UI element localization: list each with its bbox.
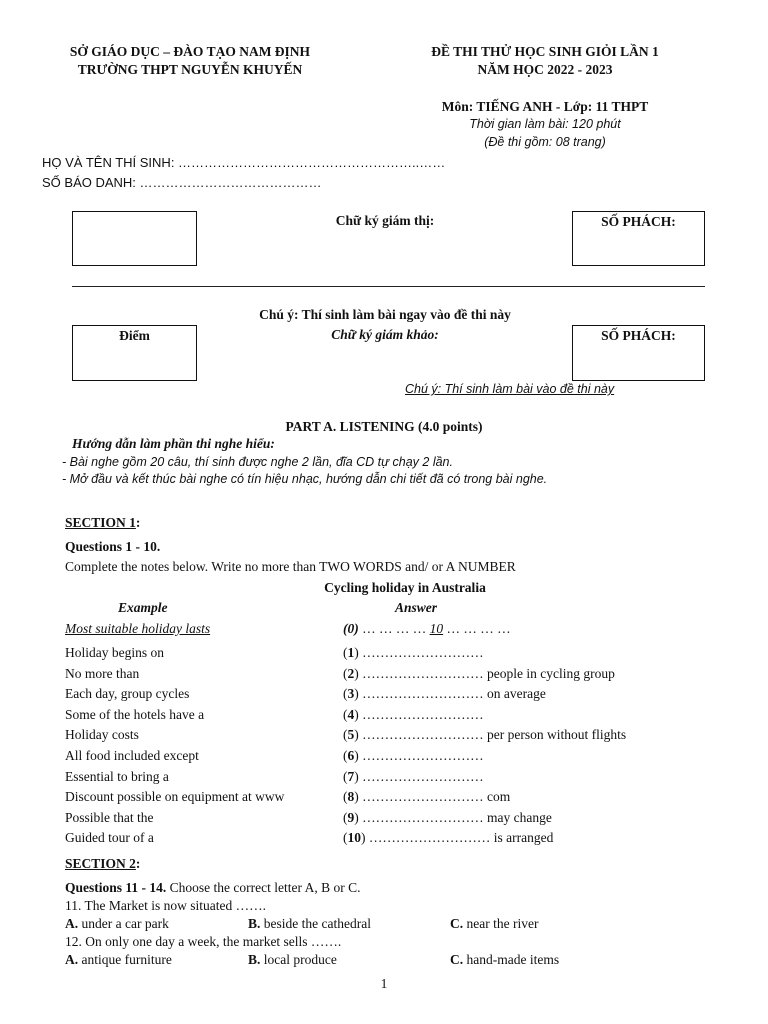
example-answer-line: (0) … … … … 10 … … … …: [343, 621, 511, 636]
note-row: [65, 789, 745, 809]
answer-blank[interactable]: (7) ………………………: [343, 768, 484, 784]
time-allowed: Thời gian làm bài: 120 phút: [469, 117, 621, 131]
note-row: [65, 707, 745, 727]
note-row: [65, 645, 745, 665]
candidate-number-field[interactable]: SỐ BÁO DANH: ……………………………………: [42, 175, 322, 190]
supervisor-signature-label: Chữ ký giám thị:: [335, 213, 435, 228]
note-row: [65, 830, 745, 850]
question-11: 11. The Market is now situated …….: [65, 898, 266, 913]
section-1-title: SECTION 1:: [65, 515, 141, 530]
note-row: [65, 810, 745, 830]
q12-option-b[interactable]: B. local produce: [248, 952, 337, 967]
school-department: SỞ GIÁO DỤC – ĐÀO TẠO NAM ĐỊNH: [69, 44, 311, 59]
q11-option-a[interactable]: A. under a car park: [65, 916, 169, 931]
section-2-title: SECTION 2:: [65, 856, 141, 871]
note-row: [65, 666, 745, 686]
table-title: Cycling holiday in Australia: [324, 580, 486, 595]
note-center: Chú ý: Thí sinh làm bài ngay vào đề thi này: [259, 307, 511, 322]
subject-line: Môn: TIẾNG ANH - Lớp: 11 THPT: [441, 99, 649, 114]
note-prompt: All food included except: [65, 748, 199, 763]
so-phach-box-1: [572, 211, 705, 266]
blank-box-1: [72, 211, 197, 266]
note-prompt: Each day, group cycles: [65, 686, 190, 702]
score-box: [72, 325, 197, 381]
example-prompt: Most suitable holiday lasts: [65, 621, 211, 636]
q11-option-c[interactable]: C. near the river: [450, 916, 539, 931]
note-right: Chú ý: Thí sinh làm bài vào đề thi này: [405, 382, 615, 396]
score-label: Điểm: [119, 328, 150, 343]
page-number: 1: [380, 976, 388, 991]
answer-blank[interactable]: (3) ……………………… on average: [343, 686, 546, 702]
note-prompt: Some of the hotels have a: [65, 706, 205, 722]
answer-blank[interactable]: (4) ………………………: [343, 706, 484, 722]
examiner-signature-label: Chữ ký giám khảo:: [331, 327, 439, 342]
section-1-questions: Questions 1 - 10.: [65, 539, 161, 554]
q12-option-c[interactable]: C. hand-made items: [450, 952, 560, 967]
candidate-name-field[interactable]: HỌ VÀ TÊN THÍ SINH: ………………………………………………..……: [42, 155, 446, 170]
note-prompt: Essential to bring a: [65, 768, 169, 784]
note-prompt: Holiday costs: [65, 727, 139, 743]
note-prompt: Holiday begins on: [65, 645, 164, 660]
answer-blank[interactable]: (8) ……………………… com: [343, 789, 511, 805]
note-prompt: Guided tour of a: [65, 830, 154, 846]
answer-blank[interactable]: (1) ………………………: [343, 645, 484, 660]
answer-blank[interactable]: (6) ………………………: [343, 748, 484, 763]
answer-blank[interactable]: (2) ……………………… people in cycling group: [343, 665, 615, 681]
note-prompt: Discount possible on equipment at www: [65, 789, 285, 805]
example-answer: 10: [429, 621, 444, 636]
answer-heading: Answer: [395, 600, 438, 615]
answer-blank[interactable]: (10) ……………………… is arranged: [343, 830, 554, 846]
example-row: [65, 621, 745, 641]
section-1-instruction: Complete the notes below. Write no more than TWO WORDS and/ or A NUMBER: [65, 559, 516, 574]
exam-title: ĐỀ THI THỬ HỌC SINH GIỎI LẦN 1: [431, 44, 659, 59]
q12-option-a[interactable]: A. antique furniture: [65, 952, 172, 967]
school-year: NĂM HỌC 2022 - 2023: [477, 62, 613, 77]
note-row: [65, 769, 745, 789]
listening-guide-1: - Bài nghe gồm 20 câu, thí sinh được nghe 2 lần, đĩa CD tự chạy 2 lần.: [62, 455, 453, 469]
cut-line: [72, 286, 705, 287]
note-prompt: No more than: [65, 665, 140, 681]
so-phach-label-2: SỐ PHÁCH:: [601, 328, 676, 343]
note-row: [65, 686, 745, 706]
listening-guide-title: Hướng dẫn làm phần thi nghe hiểu:: [72, 436, 275, 451]
note-row: [65, 748, 745, 768]
answer-blank[interactable]: (5) ……………………… per person without flights: [343, 727, 627, 743]
so-phach-label-1: SỐ PHÁCH:: [601, 214, 676, 229]
note-prompt: Possible that the: [65, 809, 154, 825]
answer-blank[interactable]: (9) ……………………… may change: [343, 809, 552, 825]
note-row: [65, 727, 745, 747]
example-heading: Example: [118, 600, 168, 615]
listening-guide-2: - Mở đầu và kết thúc bài nghe có tín hiệu nhạc, hướng dẫn chi tiết đã có trong bài nghe.: [62, 472, 548, 486]
section-2-questions: Questions 11 - 14. Choose the correct letter A, B or C.: [65, 880, 361, 895]
so-phach-box-2: [572, 325, 705, 381]
q11-option-b[interactable]: B. beside the cathedral: [248, 916, 371, 931]
question-12: 12. On only one day a week, the market sells …….: [65, 934, 342, 949]
school-name: TRƯỜNG THPT NGUYỄN KHUYẾN: [77, 62, 303, 77]
page-count: (Đề thi gồm: 08 trang): [484, 135, 606, 149]
part-a-title: PART A. LISTENING (4.0 points): [285, 419, 483, 434]
